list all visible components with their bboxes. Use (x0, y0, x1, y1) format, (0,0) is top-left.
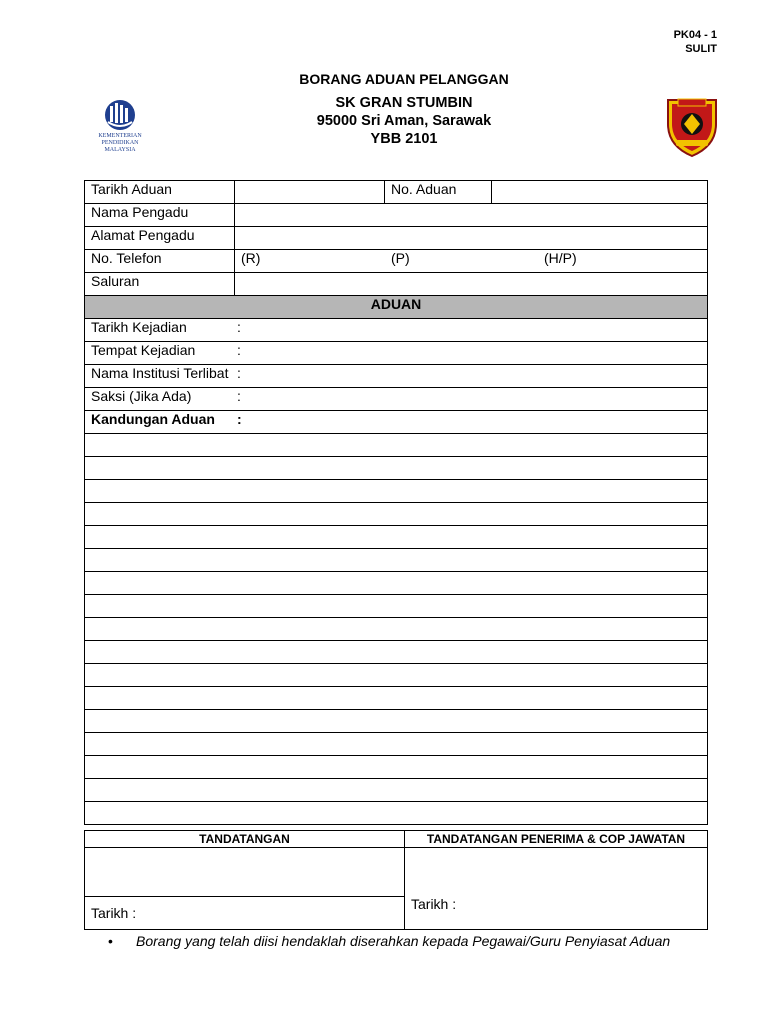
complaint-line (85, 480, 708, 503)
receiver-date-label: Tarikh : (411, 896, 457, 912)
field-tarikh-kejadian[interactable] (85, 319, 708, 342)
complaint-line-input[interactable] (85, 572, 708, 595)
complaint-line (85, 457, 708, 480)
complaint-line-input[interactable] (85, 733, 708, 756)
complaint-line-input[interactable] (85, 549, 708, 572)
complaint-line (85, 687, 708, 710)
label-nama-pengadu: Nama Pengadu (85, 204, 235, 227)
separator: : (237, 365, 241, 381)
input-saluran[interactable] (235, 273, 708, 296)
row-tarikh-kejadian (85, 319, 708, 342)
label-tarikh-aduan: Tarikh Aduan (85, 181, 235, 204)
section-aduan (85, 296, 708, 319)
complainant-date-label: Tarikh : (91, 905, 137, 921)
school-address: 95000 Sri Aman, Sarawak (316, 113, 492, 129)
input-alamat-pengadu[interactable] (235, 227, 708, 250)
input-nama-pengadu[interactable] (235, 204, 708, 227)
form-code: PK04 - 1 (673, 29, 717, 41)
separator: : (237, 388, 241, 404)
bullet-icon: • (108, 933, 113, 949)
row-tarikh-aduan (85, 181, 708, 204)
signature-right-header: TANDATANGAN PENERIMA & COP JAWATAN (405, 831, 708, 848)
row-kandungan-aduan (85, 411, 708, 434)
phone-p-label: (P) (391, 250, 410, 266)
complaint-line (85, 434, 708, 457)
document-code (674, 28, 717, 56)
label-tarikh-kejadian: Tarikh Kejadian (91, 319, 187, 335)
logo-line-2: PENDIDIKAN (101, 140, 139, 146)
phone-r-label: (R) (241, 250, 261, 266)
signature-box-complainant[interactable] (85, 848, 405, 897)
field-saksi[interactable] (85, 388, 708, 411)
complaint-form-table (84, 180, 708, 825)
field-kandungan-aduan[interactable] (85, 411, 708, 434)
complaint-line-input[interactable] (85, 664, 708, 687)
row-nama-pengadu (85, 204, 708, 227)
complaint-line-input[interactable] (85, 480, 708, 503)
label-no-aduan: No. Aduan (385, 181, 492, 204)
separator: : (237, 342, 241, 358)
signature-table (84, 830, 708, 930)
complaint-line (85, 733, 708, 756)
field-tempat-kejadian[interactable] (85, 342, 708, 365)
complaint-line-input[interactable] (85, 802, 708, 825)
complaint-line (85, 618, 708, 641)
section-title: ADUAN (85, 296, 708, 319)
signature-left-header: TANDATANGAN (85, 831, 405, 848)
complainant-date-field[interactable] (85, 897, 405, 930)
complaint-line (85, 779, 708, 802)
complaint-line-input[interactable] (85, 595, 708, 618)
school-name: SK GRAN STUMBIN (335, 95, 473, 111)
label-kandungan-aduan: Kandungan Aduan (91, 411, 215, 427)
school-crest-icon (662, 94, 722, 158)
complaint-line-input[interactable] (85, 503, 708, 526)
row-saksi (85, 388, 708, 411)
complaint-line (85, 572, 708, 595)
label-nama-institusi: Nama Institusi Terlibat (91, 365, 229, 381)
label-saksi: Saksi (Jika Ada) (91, 388, 192, 404)
input-no-aduan[interactable] (492, 181, 708, 204)
classification-label: SULIT (685, 43, 717, 55)
row-nama-institusi (85, 365, 708, 388)
logo-line-3: MALAYSIA (104, 147, 136, 153)
complaint-line-input[interactable] (85, 457, 708, 480)
complaint-content-lines (85, 434, 708, 825)
complaint-line-input[interactable] (85, 779, 708, 802)
complaint-line-input[interactable] (85, 641, 708, 664)
separator: : (237, 411, 242, 427)
phone-hp-label: (H/P) (544, 250, 577, 266)
complaint-line (85, 802, 708, 825)
label-tempat-kejadian: Tempat Kejadian (91, 342, 196, 358)
complaint-line (85, 641, 708, 664)
form-title: BORANG ADUAN PELANGGAN (299, 71, 509, 87)
signature-row (85, 848, 708, 897)
complaint-line (85, 503, 708, 526)
complaint-line (85, 710, 708, 733)
complaint-line-input[interactable] (85, 434, 708, 457)
kpm-logo-icon (88, 96, 168, 154)
row-tempat-kejadian (85, 342, 708, 365)
row-alamat-pengadu (85, 227, 708, 250)
input-tarikh-aduan[interactable] (235, 181, 385, 204)
complaint-line (85, 549, 708, 572)
school-code: YBB 2101 (370, 131, 438, 147)
row-saluran (85, 273, 708, 296)
label-no-telefon: No. Telefon (85, 250, 235, 273)
label-alamat-pengadu: Alamat Pengadu (85, 227, 235, 250)
signature-header-row (85, 831, 708, 848)
label-saluran: Saluran (85, 273, 235, 296)
complaint-line-input[interactable] (85, 526, 708, 549)
complaint-line-input[interactable] (85, 756, 708, 779)
complaint-line-input[interactable] (85, 687, 708, 710)
complaint-line (85, 595, 708, 618)
complaint-line (85, 664, 708, 687)
logo-line-1: KEMENTERIAN (98, 133, 142, 139)
signature-box-receiver[interactable] (405, 848, 708, 930)
input-no-telefon[interactable] (235, 250, 708, 273)
note-text: Borang yang telah diisi hendaklah diserahkan kepada Pegawai/Guru Penyiasat Aduan (136, 933, 671, 949)
complaint-line (85, 756, 708, 779)
row-no-telefon (85, 250, 708, 273)
complaint-line-input[interactable] (85, 618, 708, 641)
complaint-line-input[interactable] (85, 710, 708, 733)
field-nama-institusi[interactable] (85, 365, 708, 388)
complaint-line (85, 526, 708, 549)
separator: : (237, 319, 241, 335)
footer-note (108, 932, 671, 950)
